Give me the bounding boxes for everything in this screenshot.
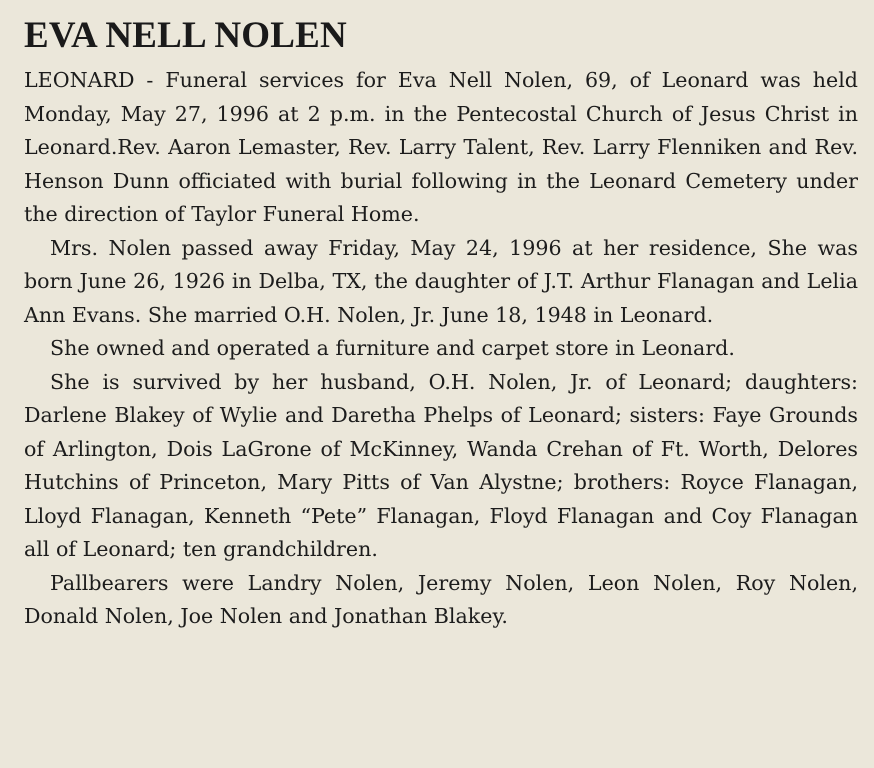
paragraph-funeral-services: LEONARD - Funeral services for Eva Nell Nolen, 69, of Leonard was held Monday, May 27, 1996 at 2 p.m. in the Pentecostal Church of Jesus Christ in Leonard.Rev. Aaron Lemaster, Rev. Larry Talent, Rev. Larry Flenniken and Rev. Henson Dunn officiated with burial following in the Leonard Cemetery under the direction of Taylor Funeral Home.: [24, 68, 858, 226]
paragraph-pallbearers: Pallbearers were Landry Nolen, Jeremy Nolen, Leon Nolen, Roy Nolen, Donald Nolen, Joe Nolen and Jonathan Blakey.: [24, 570, 858, 628]
paragraph-biography: Mrs. Nolen passed away Friday, May 24, 1996 at her residence, She was born June 26, 1926 in Delba, TX, the daughter of J.T. Arthur Flanagan and Lelia Ann Evans. She married O.H. Nolen, Jr. June 18, 1948 in Leonard.: [24, 235, 858, 327]
paragraph-business: She owned and operated a furniture and carpet store in Leonard.: [50, 336, 735, 360]
paragraph-survivors: She is survived by her husband, O.H. Nolen, Jr. of Leonard; daughters: Darlene Blakey of Wylie and Daretha Phelps of Leonard; sisters: Faye Grounds of Arlington, Dois LaGrone of McKinney, Wanda Crehan of Ft. Worth, Delores Hutchins of Princeton, Mary Pitts of Van Alystne; brothers: Royce Flanagan, Lloyd Flanagan, Kenneth “Pete” Flanagan, Floyd Flanagan and Coy Flanagan all of Leonard; ten grandchildren.: [24, 369, 858, 561]
obituary-headline: EVA NELL NOLEN: [24, 15, 347, 56]
